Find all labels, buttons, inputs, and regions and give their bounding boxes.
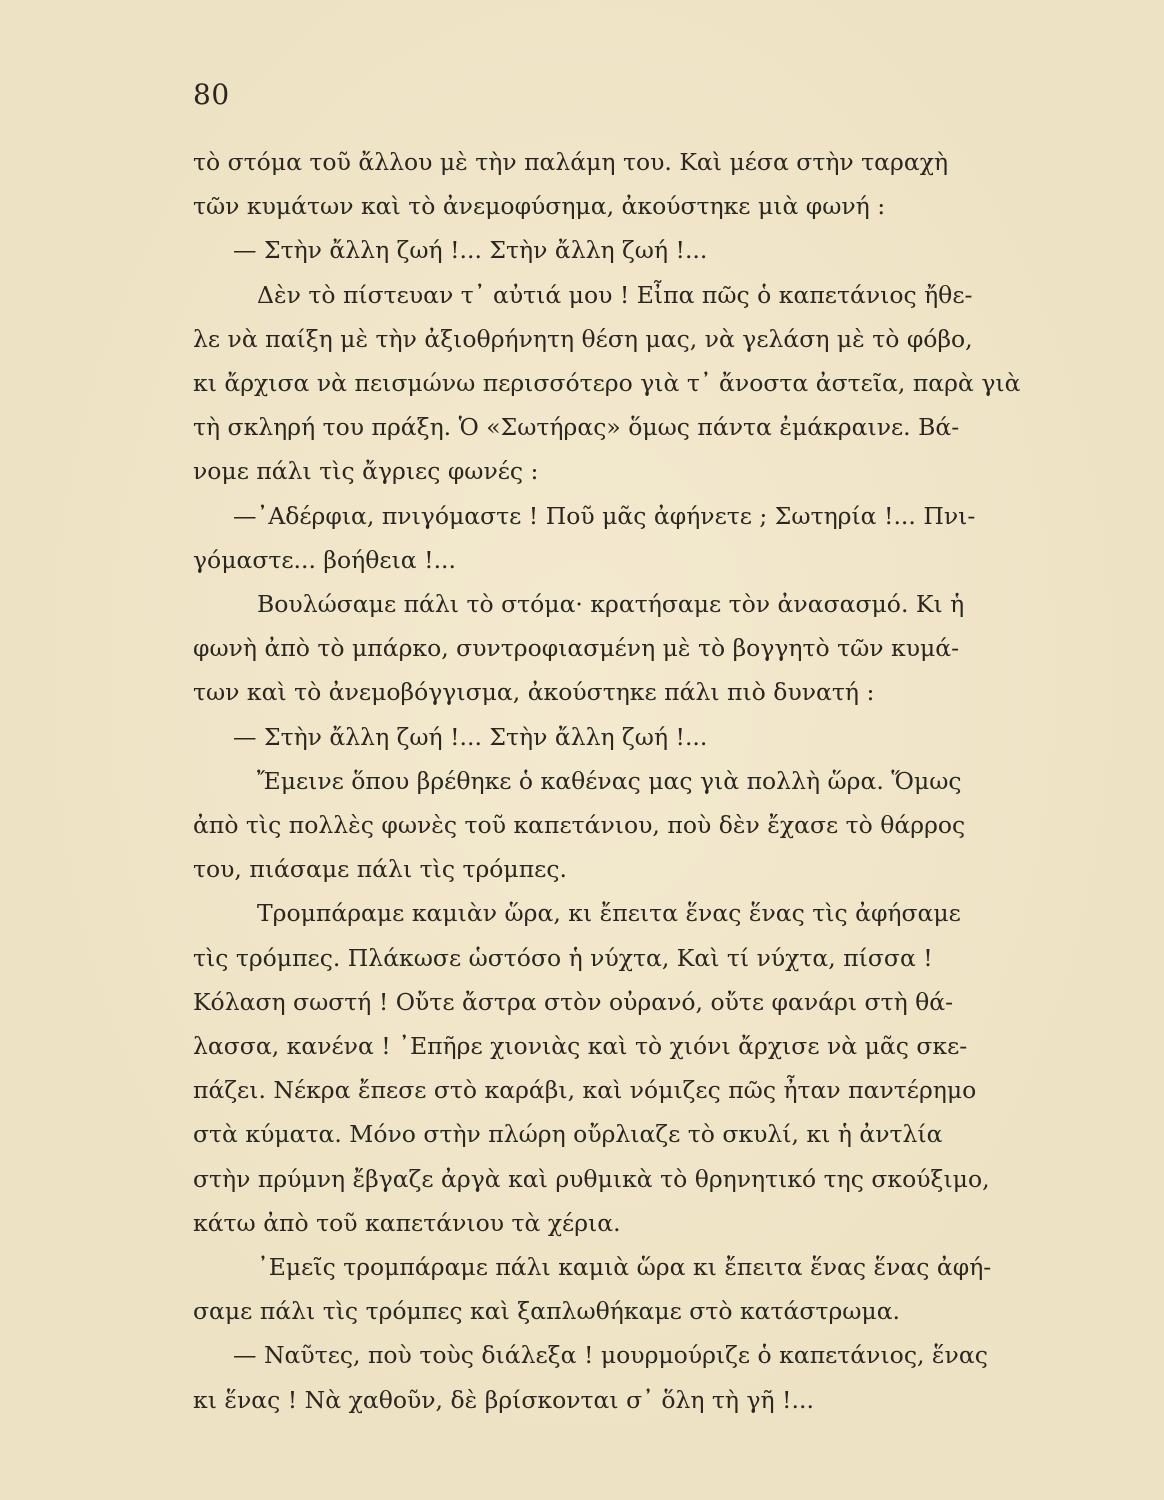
- text-line: κι ἕνας ! Νὰ χαθοῦν, δὲ βρίσκονται σ᾽ ὅλη τὴ γῆ !...: [193, 1385, 814, 1414]
- text-line: τὸ στόμα τοῦ ἄλλου μὲ τὴν παλάμη του. Καὶ μέσα στὴν ταραχὴ: [193, 148, 949, 176]
- text-line: λε νὰ παίξη μὲ τὴν ἀξιοθρήνητη θέση μας, νὰ γελάση μὲ τὸ φόβο,: [193, 324, 973, 353]
- text-line: — Ναῦτες, ποὺ τοὺς διάλεξα ! μουρμούριζε ὁ καπετάνιος, ἕνας: [233, 1341, 988, 1370]
- text-line: των καὶ τὸ ἀνεμοβόγγισμα, ἀκούστηκε πάλι πιὸ δυνατή :: [193, 678, 875, 707]
- text-line: τὶς τρόμπες. Πλάκωσε ὡστόσο ἡ νύχτα, Καὶ τί νύχτα, πίσσα !: [193, 943, 933, 972]
- text-line: του, πιάσαμε πάλι τὶς τρόμπες.: [193, 855, 567, 884]
- text-line: στὴν πρύμνη ἔβγαζε ἀργὰ καὶ ρυθμικὰ τὸ θρηνητικό της σκούξιμο,: [193, 1164, 990, 1193]
- text-line: τὴ σκληρή του πράξη. Ὁ «Σωτήρας» ὅμως πάντα ἐμάκραινε. Βά-: [193, 413, 960, 442]
- text-line: Τρομπάραμε καμιὰν ὥρα, κι ἔπειτα ἕνας ἕνας τὶς ἀφήσαμε: [257, 899, 961, 928]
- text-line: κι ἄρχισα νὰ πεισμώνω περισσότερο γιὰ τ᾽ ἄνοστα ἀστεῖα, παρὰ γιὰ: [193, 369, 1021, 398]
- text-line: λασσα, κανένα ! ᾽Επῆρε χιονιὰς καὶ τὸ χιόνι ἄρχισε νὰ μᾶς σκε-: [193, 1032, 968, 1061]
- text-line: στὰ κύματα. Μόνο στὴν πλώρη οὔρλιαζε τὸ σκυλί, κι ἡ ἀντλία: [193, 1120, 943, 1149]
- text-line: ἀπὸ τὶς πολλὲς φωνὲς τοῦ καπετάνιου, ποὺ δὲν ἔχασε τὸ θάρρος: [193, 811, 966, 840]
- text-line: Κόλαση σωστή ! Οὔτε ἄστρα στὸν οὐρανό, οὔτε φανάρι στὴ θά-: [193, 987, 954, 1016]
- text-line: τῶν κυμάτων καὶ τὸ ἀνεμοφύσημα, ἀκούστηκε μιὰ φωνή :: [193, 192, 886, 221]
- text-line: πάζει. Νέκρα ἔπεσε στὸ καράβι, καὶ νόμιζες πῶς ἦταν παντέρημο: [193, 1076, 977, 1105]
- text-line: Βουλώσαμε πάλι τὸ στόμα· κρατήσαμε τὸν ἀνασασμό. Κι ἡ: [257, 590, 965, 619]
- text-line: σαμε πάλι τὶς τρόμπες καὶ ξαπλωθήκαμε στὸ κατάστρωμα.: [193, 1297, 901, 1326]
- text-line: — Στὴν ἄλλη ζωή !... Στὴν ἄλλη ζωή !...: [233, 722, 708, 751]
- text-line: νομε πάλι τὶς ἄγριες φωνές :: [193, 457, 539, 486]
- text-line: Δὲν τὸ πίστευαν τ᾽ αὐτιά μου ! Εἶπα πῶς ὁ καπετάνιος ἤθε-: [257, 280, 973, 309]
- text-line: — Στὴν ἄλλη ζωή !... Στὴν ἄλλη ζωή !...: [233, 236, 708, 265]
- page-number: 80: [193, 78, 230, 111]
- text-line: φωνὴ ἀπὸ τὸ μπάρκο, συντροφιασμένη μὲ τὸ βογγητὸ τῶν κυμά-: [193, 634, 960, 663]
- text-line: κάτω ἀπὸ τοῦ καπετάνιου τὰ χέρια.: [193, 1208, 621, 1237]
- text-line: γόμαστε... βοήθεια !...: [193, 545, 456, 574]
- body-text: [193, 140, 1021, 1422]
- text-line: ᾽Εμεῖς τρομπάραμε πάλι καμιὰ ὥρα κι ἔπειτα ἕνας ἕνας ἀφή-: [257, 1253, 992, 1282]
- text-line: —᾽Αδέρφια, πνιγόμαστε ! Ποῦ μᾶς ἀφήνετε ; Σωτηρία !... Πνι-: [233, 501, 976, 530]
- text-line: Ἔμεινε ὅπου βρέθηκε ὁ καθένας μας γιὰ πολλὴ ὥρα. Ὅμως: [257, 766, 962, 795]
